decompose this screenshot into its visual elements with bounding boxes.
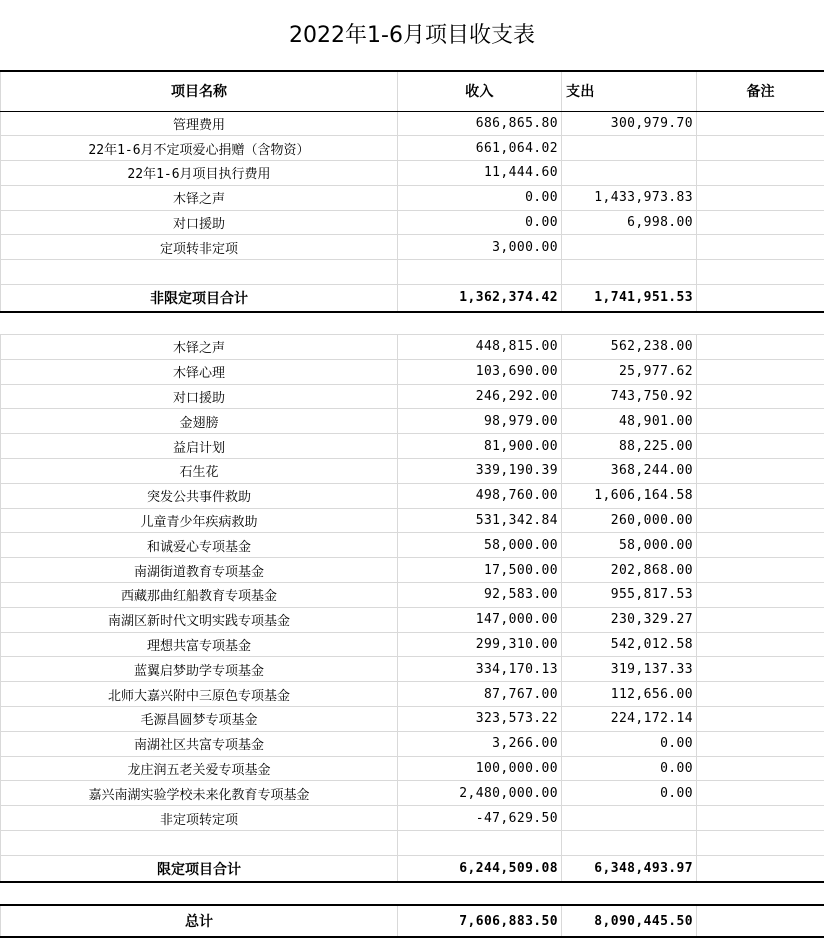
header-project-name: 项目名称 — [1, 71, 398, 111]
note-cell — [697, 335, 824, 360]
note-cell — [697, 806, 824, 831]
unrestricted-subtotal-row — [1, 285, 824, 312]
expense-cell: 1,433,973.83 — [562, 185, 697, 210]
project-name-cell: 南湖社区共富专项基金 — [1, 731, 398, 756]
header-note: 备注 — [697, 71, 824, 111]
note-cell — [697, 632, 824, 657]
income-cell: 7,606,883.50 — [398, 905, 562, 937]
project-name-cell: 儿童青少年疾病救助 — [1, 508, 398, 533]
expense-cell: 1,606,164.58 — [562, 483, 697, 508]
note-cell — [697, 260, 824, 285]
note-cell — [697, 434, 824, 459]
income-cell: 87,767.00 — [398, 682, 562, 707]
expense-cell: 955,817.53 — [562, 583, 697, 608]
project-name-cell: 非限定项目合计 — [1, 285, 398, 312]
gap-cell — [1, 882, 824, 905]
table-row — [1, 359, 824, 384]
table-row — [1, 434, 824, 459]
note-cell — [697, 185, 824, 210]
project-name-cell: 龙庄润五老关爱专项基金 — [1, 756, 398, 781]
table-row — [1, 409, 824, 434]
income-expense-table — [0, 70, 824, 938]
income-cell: 147,000.00 — [398, 607, 562, 632]
note-cell — [697, 409, 824, 434]
project-name-cell: 益启计划 — [1, 434, 398, 459]
header-income: 收入 — [398, 71, 562, 111]
note-cell — [697, 905, 824, 937]
income-cell: 0.00 — [398, 185, 562, 210]
note-cell — [697, 384, 824, 409]
note-cell — [697, 731, 824, 756]
project-name-cell: 和诚爱心专项基金 — [1, 533, 398, 558]
note-cell — [697, 657, 824, 682]
table-row — [1, 632, 824, 657]
income-cell: 0.00 — [398, 210, 562, 235]
expense-cell: 112,656.00 — [562, 682, 697, 707]
section-gap-row — [1, 882, 824, 905]
expense-cell: 6,998.00 — [562, 210, 697, 235]
expense-cell: 58,000.00 — [562, 533, 697, 558]
expense-cell: 224,172.14 — [562, 707, 697, 732]
table-row — [1, 384, 824, 409]
income-cell: 58,000.00 — [398, 533, 562, 558]
income-cell: 3,000.00 — [398, 235, 562, 260]
income-cell: 6,244,509.08 — [398, 855, 562, 882]
income-cell: 81,900.00 — [398, 434, 562, 459]
income-cell: 103,690.00 — [398, 359, 562, 384]
income-cell: 299,310.00 — [398, 632, 562, 657]
expense-cell: 0.00 — [562, 781, 697, 806]
note-cell — [697, 359, 824, 384]
table-row — [1, 483, 824, 508]
project-name-cell: 22年1-6月项目执行费用 — [1, 161, 398, 186]
project-name-cell: 南湖区新时代文明实践专项基金 — [1, 607, 398, 632]
expense-cell: 319,137.33 — [562, 657, 697, 682]
project-name-cell: 总计 — [1, 905, 398, 937]
income-cell: 334,170.13 — [398, 657, 562, 682]
table-row — [1, 161, 824, 186]
table-row — [1, 607, 824, 632]
project-name-cell: 南湖街道教育专项基金 — [1, 558, 398, 583]
restricted-subtotal-row — [1, 855, 824, 882]
blank-row — [1, 831, 824, 856]
project-name-cell: 22年1-6月不定项爱心捐赠（含物资） — [1, 136, 398, 161]
project-name-cell: 北师大嘉兴附中三原色专项基金 — [1, 682, 398, 707]
income-cell: 1,362,374.42 — [398, 285, 562, 312]
income-cell: -47,629.50 — [398, 806, 562, 831]
expense-cell: 48,901.00 — [562, 409, 697, 434]
header-expense: 支出 — [562, 71, 697, 111]
sheet-title: 2022年1-6月项目收支表 — [289, 23, 535, 48]
note-cell — [697, 855, 824, 882]
expense-cell: 1,741,951.53 — [562, 285, 697, 312]
project-name-cell: 限定项目合计 — [1, 855, 398, 882]
note-cell — [697, 210, 824, 235]
project-name-cell: 石生花 — [1, 459, 398, 484]
table-row — [1, 136, 824, 161]
table-header-row — [1, 71, 824, 111]
table-row — [1, 185, 824, 210]
project-name-cell: 对口援助 — [1, 384, 398, 409]
expense-cell: 230,329.27 — [562, 607, 697, 632]
table-row — [1, 111, 824, 136]
project-name-cell: 毛源昌圆梦专项基金 — [1, 707, 398, 732]
income-cell: 531,342.84 — [398, 508, 562, 533]
project-name-cell: 木铎之声 — [1, 185, 398, 210]
expense-cell: 368,244.00 — [562, 459, 697, 484]
project-name-cell: 嘉兴南湖实验学校未来化教育专项基金 — [1, 781, 398, 806]
table-row — [1, 682, 824, 707]
income-cell: 323,573.22 — [398, 707, 562, 732]
note-cell — [697, 136, 824, 161]
income-cell: 92,583.00 — [398, 583, 562, 608]
project-name-cell: 定项转非定项 — [1, 235, 398, 260]
project-name-cell: 金翅膀 — [1, 409, 398, 434]
project-name-cell: 木铎之声 — [1, 335, 398, 360]
project-name-cell: 对口援助 — [1, 210, 398, 235]
income-cell: 686,865.80 — [398, 111, 562, 136]
note-cell — [697, 831, 824, 856]
expense-cell — [562, 806, 697, 831]
table-row — [1, 806, 824, 831]
expense-cell: 542,012.58 — [562, 632, 697, 657]
expense-cell: 6,348,493.97 — [562, 855, 697, 882]
income-cell: 339,190.39 — [398, 459, 562, 484]
income-cell: 17,500.00 — [398, 558, 562, 583]
project-name-cell: 突发公共事件救助 — [1, 483, 398, 508]
expense-cell: 260,000.00 — [562, 508, 697, 533]
income-cell: 448,815.00 — [398, 335, 562, 360]
blank-row — [1, 260, 824, 285]
income-cell: 2,480,000.00 — [398, 781, 562, 806]
note-cell — [697, 558, 824, 583]
income-cell: 498,760.00 — [398, 483, 562, 508]
grand-total-row — [1, 905, 824, 937]
table-row — [1, 508, 824, 533]
project-name-cell: 理想共富专项基金 — [1, 632, 398, 657]
note-cell — [697, 111, 824, 136]
table-row — [1, 781, 824, 806]
expense-cell — [562, 136, 697, 161]
income-cell: 246,292.00 — [398, 384, 562, 409]
note-cell — [697, 459, 824, 484]
table-row — [1, 756, 824, 781]
project-name-cell: 木铎心理 — [1, 359, 398, 384]
table-row — [1, 731, 824, 756]
note-cell — [697, 533, 824, 558]
note-cell — [697, 483, 824, 508]
expense-cell: 743,750.92 — [562, 384, 697, 409]
expense-cell: 300,979.70 — [562, 111, 697, 136]
note-cell — [697, 285, 824, 312]
table-row — [1, 657, 824, 682]
table-row — [1, 335, 824, 360]
expense-cell — [562, 260, 697, 285]
income-cell: 11,444.60 — [398, 161, 562, 186]
table-row — [1, 583, 824, 608]
expense-cell: 562,238.00 — [562, 335, 697, 360]
expense-cell: 25,977.62 — [562, 359, 697, 384]
income-cell: 100,000.00 — [398, 756, 562, 781]
note-cell — [697, 756, 824, 781]
income-cell: 661,064.02 — [398, 136, 562, 161]
note-cell — [697, 583, 824, 608]
note-cell — [697, 707, 824, 732]
note-cell — [697, 235, 824, 260]
income-cell — [398, 831, 562, 856]
note-cell — [697, 781, 824, 806]
income-cell: 98,979.00 — [398, 409, 562, 434]
expense-cell — [562, 235, 697, 260]
income-cell: 3,266.00 — [398, 731, 562, 756]
project-name-cell: 管理费用 — [1, 111, 398, 136]
expense-cell: 202,868.00 — [562, 558, 697, 583]
note-cell — [697, 508, 824, 533]
expense-cell: 8,090,445.50 — [562, 905, 697, 937]
table-row — [1, 558, 824, 583]
table-row — [1, 707, 824, 732]
expense-cell: 0.00 — [562, 731, 697, 756]
project-name-cell: 非定项转定项 — [1, 806, 398, 831]
gap-cell — [1, 312, 824, 335]
project-name-cell: 西藏那曲红船教育专项基金 — [1, 583, 398, 608]
table-row — [1, 459, 824, 484]
expense-cell: 88,225.00 — [562, 434, 697, 459]
expense-cell — [562, 161, 697, 186]
project-name-cell: 蓝翼启梦助学专项基金 — [1, 657, 398, 682]
expense-cell: 0.00 — [562, 756, 697, 781]
note-cell — [697, 607, 824, 632]
project-name-cell — [1, 260, 398, 285]
income-cell — [398, 260, 562, 285]
table-row — [1, 533, 824, 558]
expense-cell — [562, 831, 697, 856]
section-gap-row — [1, 312, 824, 335]
note-cell — [697, 161, 824, 186]
note-cell — [697, 682, 824, 707]
project-name-cell — [1, 831, 398, 856]
table-row — [1, 235, 824, 260]
table-row — [1, 210, 824, 235]
